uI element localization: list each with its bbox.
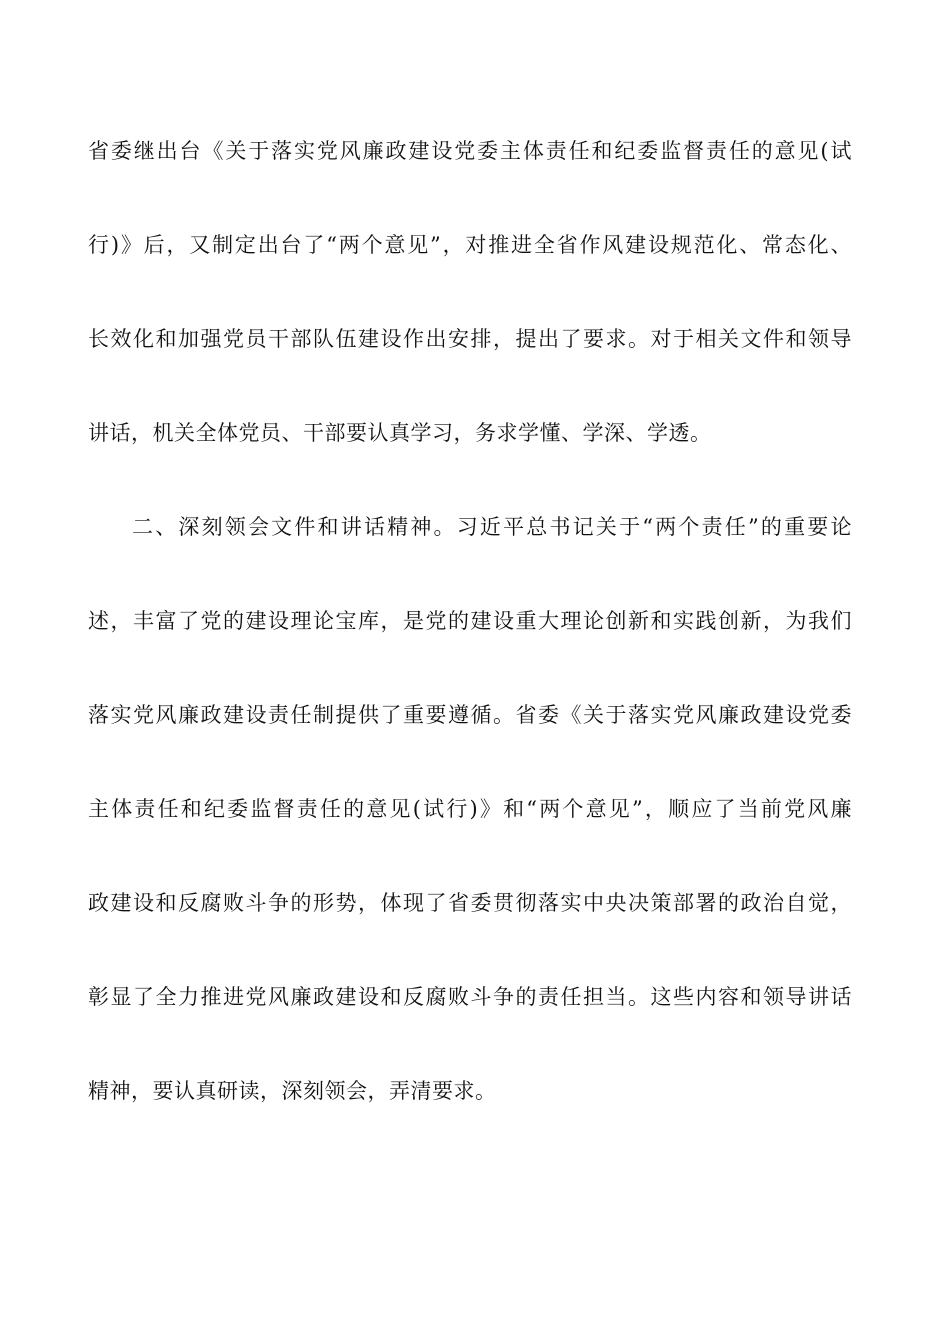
paragraph-line: 二、深刻领会文件和讲话精神。习近平总书记关于“两个责任”的重要论 [132,515,852,539]
paragraph-line: 彰显了全力推进党风廉政建设和反腐败斗争的责任担当。这些内容和领导讲话 [88,985,852,1009]
paragraph-line: 落实党风廉政建设责任制提供了重要遵循。省委《关于落实党风廉政建设党委 [88,703,852,727]
paragraph-line: 行)》后，又制定出台了“两个意见”，对推进全省作风建设规范化、常态化、 [88,233,852,257]
paragraph-line: 述，丰富了党的建设理论宝库，是党的建设重大理论创新和实践创新，为我们 [88,609,852,633]
paragraph-line: 政建设和反腐败斗争的形势，体现了省委贯彻落实中央决策部署的政治自觉， [88,891,852,915]
document-body [88,128,852,1162]
paragraph-line: 长效化和加强党员干部队伍建设作出安排，提出了要求。对于相关文件和领导 [88,327,852,351]
paragraph-line: 省委继出台《关于落实党风廉政建设党委主体责任和纪委监督责任的意见(试 [88,139,852,163]
paragraph-line: 讲话，机关全体党员、干部要认真学习，务求学懂、学深、学透。 [88,421,712,445]
paragraph-line: 主体责任和纪委监督责任的意见(试行)》和“两个意见”，顺应了当前党风廉 [88,797,852,821]
paragraph-line: 精神，要认真研读，深刻领会，弄清要求。 [88,1079,497,1103]
